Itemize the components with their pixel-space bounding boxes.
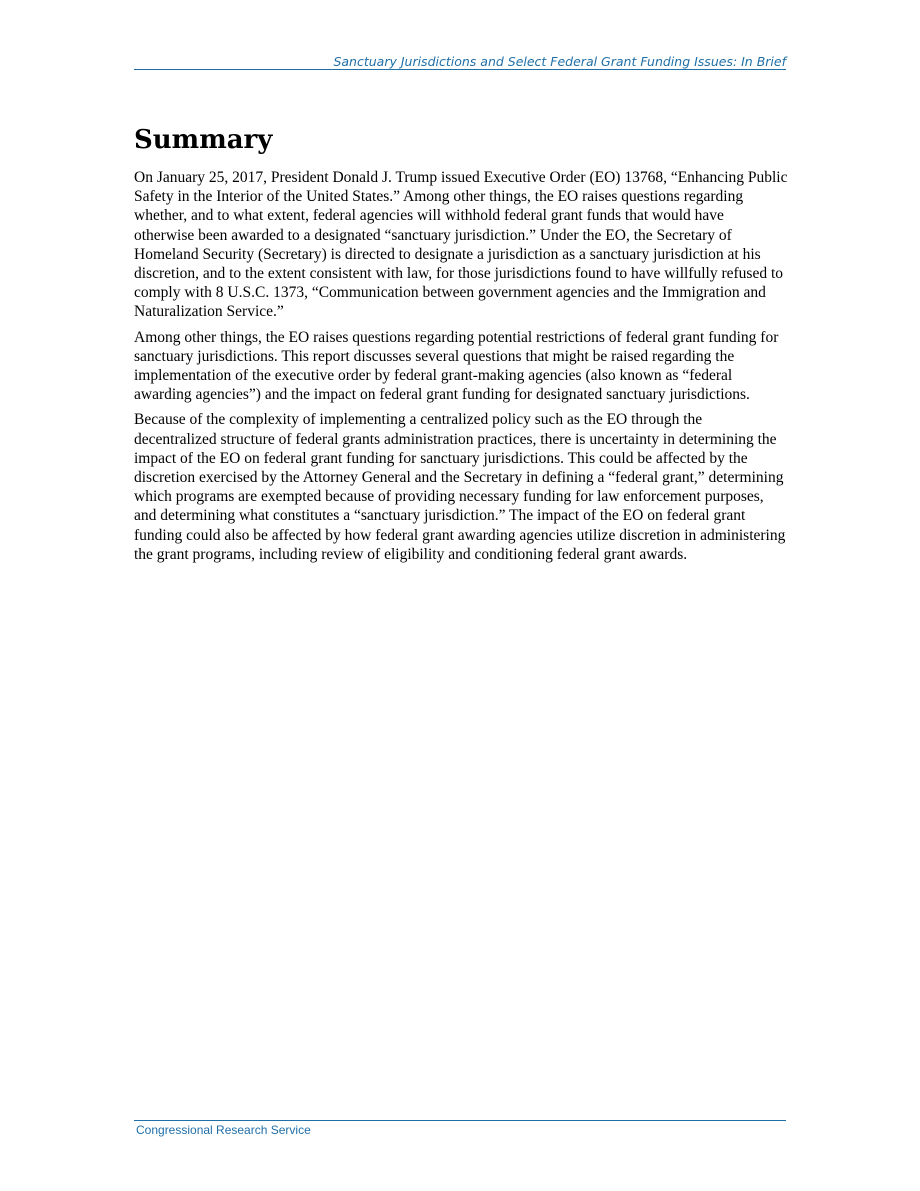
footer-divider — [134, 1120, 786, 1121]
running-header-title: Sanctuary Jurisdictions and Select Federal Grant Funding Issues: In Brief — [333, 54, 786, 69]
summary-paragraph-3: Because of the complexity of implementing a centralized policy such as the EO through the decentralized structure of federal grants administration practices, there is uncertainty in determining the impact of the EO on federal grant funding for sanctuary jurisdictions. This could be affected by the discretion exercised by the Attorney General and the Secretary in defining a “federal grant,” determining which programs are exempted because of providing necessary funding for law enforcement purposes, and determining what constitutes a “sanctuary jurisdiction.” The impact of the EO on federal grant funding could also be affected by how federal grant awarding agencies utilize discretion in administering the grant programs, including review of eligibility and conditioning federal grant awards. — [134, 411, 786, 563]
summary-paragraph-1: On January 25, 2017, President Donald J. Trump issued Executive Order (EO) 13768, “Enhancing Public Safety in the Interior of the United States.” Among other things, the EO raises questions regarding whether, and to what extent, federal agencies will withhold federal grant funds that would have otherwise been awarded to a designated “sanctuary jurisdiction.” Under the EO, the Secretary of Homeland Security (Secretary) is directed to designate a jurisdiction as a sanctuary jurisdiction at his discretion, and to the extent consistent with law, for those jurisdictions found to have willfully refused to comply with 8 U.S.C. 1373, “Communication between government agencies and the Immigration and Naturalization Service.” — [134, 169, 788, 321]
header-divider — [134, 69, 786, 70]
footer-organization: Congressional Research Service — [136, 1123, 311, 1137]
summary-body — [134, 168, 788, 570]
summary-paragraph-2: Among other things, the EO raises questions regarding potential restrictions of federal grant funding for sanctuary jurisdictions. This report discusses several questions that might be raised regarding the implementation of the executive order by federal grant-making agencies (also known as “federal awarding agencies”) and the impact on federal grant funding for designated sanctuary jurisdictions. — [134, 328, 779, 404]
summary-heading: Summary — [134, 125, 273, 155]
